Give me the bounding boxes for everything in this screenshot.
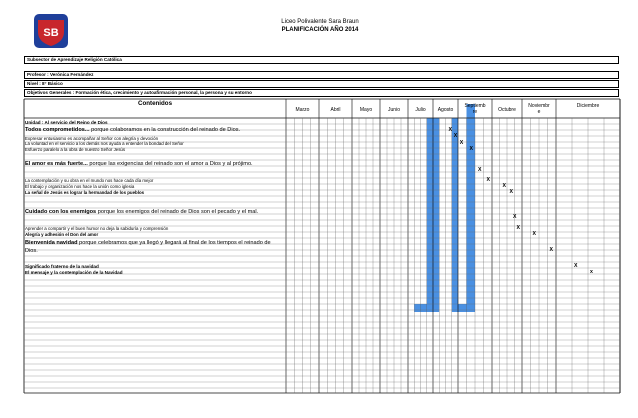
content-row-14 xyxy=(25,270,123,275)
content-row-text: Esfuerzo paralelo a la obra de nuestro Señor Jesús xyxy=(25,147,126,152)
content-row-text: El trabajo y organización nos hace la unión como iglesia xyxy=(25,184,135,189)
schedule-mark: X xyxy=(448,127,452,133)
content-row-8 xyxy=(25,190,144,195)
subsector-label: Subsector de Aprendizaje Religión Católica xyxy=(24,56,619,64)
schedule-mark: X xyxy=(453,133,458,139)
content-row-text: Aprender a compartir y el buen humor no deja la sabiduría y comprensión xyxy=(25,226,169,231)
month-header-5: Agosto xyxy=(437,107,454,113)
content-row-title: Bienvenida navidad xyxy=(25,240,78,246)
month-header-9: Diciembre xyxy=(576,103,600,109)
schedule-mark: X xyxy=(549,247,553,253)
content-row-title: Alegría y adhesión el Don del amor xyxy=(25,232,99,237)
content-row-title: El amor es más fuerte... xyxy=(25,161,88,167)
content-row-9 xyxy=(25,210,258,215)
svg-text:SB: SB xyxy=(43,27,59,39)
schedule-mark: X xyxy=(469,146,473,152)
schedule-mark: X xyxy=(486,177,490,183)
content-row-5 xyxy=(25,162,253,167)
content-row-10 xyxy=(25,226,168,231)
teacher-label: Profesor : Verónica Fernández xyxy=(24,71,619,79)
content-row-title: Significado fraterno de la navidad xyxy=(25,264,99,269)
content-row-title: Unidad : Al servicio del Reino de Dios xyxy=(25,120,108,125)
content-row-text: porque colaboramos en la construcción del reinado de Dios. xyxy=(89,127,241,133)
schedule-mark: X xyxy=(574,263,578,269)
month-header-2: Mayo xyxy=(359,107,373,113)
schedule-mark: X xyxy=(502,183,506,189)
highlight-column xyxy=(452,118,458,304)
highlight-block xyxy=(452,304,475,312)
month-header-7: Octubre xyxy=(498,107,516,113)
content-row-12 xyxy=(25,239,283,255)
content-row-11 xyxy=(25,232,98,237)
content-row-1 xyxy=(25,128,240,133)
schedule-mark: X xyxy=(478,167,482,173)
content-row-title: Cuidado con los enemigos xyxy=(25,209,97,215)
content-row-4 xyxy=(25,147,125,152)
content-row-0 xyxy=(25,120,108,125)
content-row-title: El mensaje y la contemplación de la Navidad xyxy=(25,270,123,275)
content-row-text: porque los enemigos del reinado de Dios son el pecado y el mal. xyxy=(96,209,259,215)
school-name: Liceo Polivalente Sara Braun xyxy=(281,19,359,25)
month-header-4: Julio xyxy=(415,107,426,113)
schedule-mark: X xyxy=(459,140,464,146)
schedule-mark: x xyxy=(590,269,593,275)
schedule-mark: X xyxy=(509,189,513,195)
month-header-0: Marzo xyxy=(295,107,310,113)
content-row-3 xyxy=(25,141,184,146)
content-row-text: porque las exigencias del reinado son el amor a Dios y al prójimo. xyxy=(87,161,253,167)
schedule-mark: X xyxy=(516,225,520,231)
objectives-label: Objetivos Generales : Formación ética, crecimiento y autoafirmación personal, la persona y su entorno xyxy=(24,89,619,97)
content-row-6 xyxy=(25,178,153,183)
content-row-text: La voluntad en el servicio a los demás nos ayuda a entender la bondad del Señor xyxy=(25,141,184,146)
level-label: Nivel : 8° Básico xyxy=(24,80,619,88)
month-header-3: Junio xyxy=(388,107,400,113)
month-header-1: Abril xyxy=(330,107,341,113)
content-row-text: porque celebramos que ya llegó y llegará al final de los tiempos el reinado de Dios. xyxy=(25,240,271,254)
month-header-8: Noviembre xyxy=(528,103,550,115)
schedule-mark: X xyxy=(532,231,536,237)
contents-header: Contenidos xyxy=(137,100,173,107)
content-row-7 xyxy=(25,184,134,189)
schedule-mark: X xyxy=(513,214,517,220)
month-header-6: Septiembre xyxy=(464,103,486,115)
content-row-13 xyxy=(25,264,99,269)
content-row-title: La señal de Jesús es lograr la hermandad de los pueblos xyxy=(25,190,145,195)
content-row-text: Expresar entusiasmo es acompañar al Señor con alegría y devoción xyxy=(25,136,159,141)
planning-title: PLANIFICACIÓN AÑO 2014 xyxy=(281,27,359,33)
content-row-title: Todos comprometidos... xyxy=(25,127,90,133)
content-row-text: La contemplación y su obra en el mundo nos hace cada día mejor xyxy=(25,178,154,183)
